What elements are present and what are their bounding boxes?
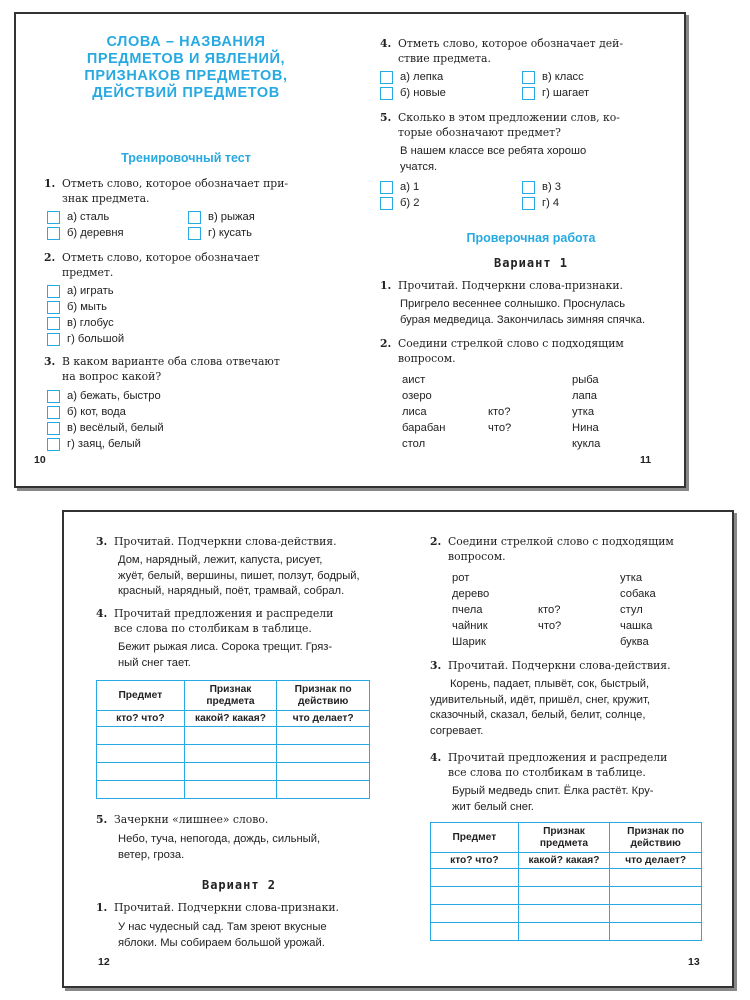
task-4: 4. Прочитай предложения и распредели все слова по столбикам в таблице. — [96, 607, 334, 635]
option[interactable]: в) весёлый, белый — [47, 421, 164, 436]
top-spread — [14, 12, 686, 488]
checkbox[interactable] — [47, 438, 60, 451]
check-work-heading: Проверочная работа — [466, 231, 596, 245]
match-word[interactable]: собака — [620, 588, 656, 600]
checkbox[interactable] — [380, 71, 393, 84]
match-word[interactable]: озеро — [402, 390, 432, 402]
option[interactable]: г) кусать — [188, 226, 252, 241]
table-cell[interactable] — [518, 923, 610, 941]
table-row — [97, 745, 370, 763]
task-1-text: Пригрело весеннее солнышко. Проснулась бурая медведица. Закончилась зимняя спячка. — [400, 298, 646, 326]
question-5-options — [380, 180, 660, 214]
task-3-text: Корень, падает, плывёт, сок, быстрый, удивительный, идёт, пришёл, снег, кружит, сказочный, сказал, белый, белит, солнце, согревает. — [430, 678, 651, 737]
task-4-text: Бурый медведь спит. Ёлка растёт. Кру- жит белый снег. — [452, 785, 654, 813]
checkbox[interactable] — [380, 181, 393, 194]
match-question[interactable]: кто? — [538, 604, 561, 616]
question-2: 2. Отметь слово, которое обозначает предмет. — [44, 251, 260, 279]
option[interactable]: а) сталь — [47, 210, 109, 225]
bottom-spread — [62, 510, 734, 988]
variant-1-heading: Вариант 1 — [493, 256, 569, 270]
question-5: 5. Сколько в этом предложении слов, ко- торые обозначают предмет? — [380, 111, 620, 139]
option[interactable]: а) лепка — [380, 70, 443, 85]
match-word[interactable]: аист — [402, 374, 426, 386]
table-cell[interactable] — [518, 887, 610, 905]
option[interactable]: б) новые — [380, 86, 446, 101]
page-number: 11 — [640, 454, 652, 466]
checkbox[interactable] — [188, 211, 201, 224]
table-cell[interactable] — [518, 905, 610, 923]
words-table — [430, 822, 702, 941]
table-row — [97, 763, 370, 781]
table-header: Предмет — [97, 681, 185, 711]
task-5: 5. Зачеркни «лишнее» слово. — [96, 813, 269, 826]
table-cell[interactable] — [97, 763, 185, 781]
task-5-text: Небо, туча, непогода, дождь, сильный, ветер, гроза. — [118, 833, 321, 861]
match-word[interactable]: лиса — [402, 406, 427, 418]
table-header: Предмет — [431, 823, 519, 853]
table-cell[interactable] — [277, 763, 370, 781]
match-word[interactable]: утка — [620, 572, 643, 584]
match-word[interactable]: рот — [452, 572, 470, 584]
table-header: Признак предмета — [184, 681, 277, 711]
table-cell[interactable] — [277, 727, 370, 745]
match-word[interactable]: буква — [620, 636, 649, 648]
question-4: 4. Отметь слово, которое обозначает дей- ствие предмета. — [380, 37, 623, 65]
table-cell[interactable] — [97, 781, 185, 799]
words-table — [96, 680, 370, 799]
checkbox[interactable] — [522, 181, 535, 194]
match-word[interactable]: чашка — [620, 620, 653, 632]
match-word[interactable]: дерево — [452, 588, 490, 600]
option[interactable]: в) класс — [522, 70, 584, 85]
table-cell[interactable] — [431, 869, 519, 887]
option[interactable]: в) рыжая — [188, 210, 255, 225]
option[interactable]: в) глобус — [47, 316, 114, 331]
option[interactable]: б) деревня — [47, 226, 124, 241]
match-word[interactable]: пчела — [452, 604, 483, 616]
table-cell[interactable] — [431, 887, 519, 905]
table-header: Признак по действию — [277, 681, 370, 711]
table-subheader: какой? какая? — [518, 853, 610, 869]
question-4-options — [380, 70, 660, 104]
checkbox[interactable] — [47, 390, 60, 403]
task-3-text: Дом, нарядный, лежит, капуста, рисует, жуёт, белый, вершины, пишет, ползут, бодрый, красный, нарядный, поёт, трамвай, собрал. — [118, 554, 360, 597]
table-cell[interactable] — [184, 745, 277, 763]
question-3-options — [47, 389, 267, 453]
page-title: СЛОВА – НАЗВАНИЯ ПРЕДМЕТОВ И ЯВЛЕНИЙ, ПРИЗНАКОВ ПРЕДМЕТОВ, ДЕЙСТВИЙ ПРЕДМЕТОВ — [84, 34, 288, 101]
checkbox[interactable] — [522, 71, 535, 84]
option[interactable]: а) 1 — [380, 180, 419, 195]
option[interactable]: г) заяц, белый — [47, 437, 141, 452]
checkbox[interactable] — [47, 406, 60, 419]
table-cell[interactable] — [610, 905, 702, 923]
match-word[interactable]: утка — [572, 406, 595, 418]
checkbox[interactable] — [47, 227, 60, 240]
table-subheader: кто? что? — [97, 711, 185, 727]
match-word[interactable]: рыба — [572, 374, 599, 386]
table-subheader: что делает? — [610, 853, 702, 869]
table-row — [431, 869, 702, 887]
option[interactable]: а) бежать, быстро — [47, 389, 161, 404]
checkbox[interactable] — [47, 285, 60, 298]
match-word[interactable]: лапа — [572, 390, 598, 402]
table-cell[interactable] — [518, 869, 610, 887]
checkbox[interactable] — [522, 197, 535, 210]
option[interactable]: б) кот, вода — [47, 405, 126, 420]
question-1: 1. Отметь слово, которое обозначает при- знак предмета. — [44, 177, 289, 205]
checkbox[interactable] — [47, 333, 60, 346]
task-4-text: Бежит рыжая лиса. Сорока трещит. Гряз- ный снег тает. — [118, 641, 333, 669]
page-number: 12 — [98, 956, 110, 968]
question-5-sentence: В нашем классе все ребята хорошо учатся. — [400, 145, 587, 173]
option[interactable]: в) 3 — [522, 180, 561, 195]
checkbox[interactable] — [47, 211, 60, 224]
checkbox[interactable] — [47, 301, 60, 314]
page-number: 13 — [688, 956, 700, 968]
match-word[interactable]: стул — [620, 604, 643, 616]
question-2-options — [47, 284, 247, 348]
table-cell[interactable] — [184, 727, 277, 745]
table-row — [431, 905, 702, 923]
table-header: Признак по действию — [610, 823, 702, 853]
table-row — [97, 781, 370, 799]
table-cell[interactable] — [431, 923, 519, 941]
option[interactable]: б) 2 — [380, 196, 419, 211]
checkbox[interactable] — [522, 87, 535, 100]
match-question[interactable]: что? — [488, 422, 512, 434]
table-row — [97, 727, 370, 745]
task-4: 4. Прочитай предложения и распредели все слова по столбикам в таблице. — [430, 751, 668, 779]
match-question[interactable]: кто? — [488, 406, 511, 418]
table-cell[interactable] — [277, 781, 370, 799]
task-3: 3. Прочитай. Подчеркни слова-действия. — [96, 535, 337, 548]
match-word[interactable]: Шарик — [452, 636, 486, 648]
checkbox[interactable] — [188, 227, 201, 240]
table-subheader: кто? что? — [431, 853, 519, 869]
task-2: 2. Соедини стрелкой слово с подходящим вопросом. — [380, 337, 624, 365]
match-question[interactable]: что? — [538, 620, 562, 632]
option[interactable]: а) играть — [47, 284, 114, 299]
table-row — [431, 887, 702, 905]
page-number: 10 — [34, 454, 46, 466]
question-3: 3. В каком варианте оба слова отвечают на вопрос какой? — [44, 355, 280, 383]
training-test-heading: Тренировочный тест — [121, 151, 251, 165]
table-row — [431, 923, 702, 941]
table-subheader: что делает? — [277, 711, 370, 727]
option[interactable]: г) большой — [47, 332, 124, 347]
variant-2-heading: Вариант 2 — [201, 878, 277, 892]
table-cell[interactable] — [431, 905, 519, 923]
checkbox[interactable] — [380, 87, 393, 100]
variant-2-task-1: 1. Прочитай. Подчеркни слова-признаки. — [96, 901, 339, 914]
table-cell[interactable] — [610, 923, 702, 941]
variant-2-task-1-text: У нас чудесный сад. Там зреют вкусные яблоки. Мы собираем большой урожай. — [118, 921, 327, 949]
task-1: 1. Прочитай. Подчеркни слова-признаки. — [380, 279, 623, 292]
match-word[interactable]: чайник — [452, 620, 488, 632]
task-3: 3. Прочитай. Подчеркни слова-действия. — [430, 659, 671, 672]
option[interactable]: б) мыть — [47, 300, 107, 315]
checkbox[interactable] — [380, 197, 393, 210]
table-cell[interactable] — [610, 887, 702, 905]
match-word[interactable]: барабан — [402, 422, 446, 434]
option[interactable]: г) шагает — [522, 86, 589, 101]
matching-exercise — [452, 572, 702, 656]
match-word[interactable]: стол — [402, 438, 426, 450]
checkbox[interactable] — [47, 422, 60, 435]
match-word[interactable]: Нина — [572, 422, 599, 434]
table-cell[interactable] — [184, 763, 277, 781]
table-cell[interactable] — [97, 745, 185, 763]
table-cell[interactable] — [610, 869, 702, 887]
option[interactable]: г) 4 — [522, 196, 559, 211]
match-word[interactable]: кукла — [572, 438, 601, 450]
task-2: 2. Соедини стрелкой слово с подходящим вопросом. — [430, 535, 674, 563]
table-cell[interactable] — [97, 727, 185, 745]
matching-exercise — [402, 374, 652, 458]
table-cell[interactable] — [184, 781, 277, 799]
table-subheader: какой? какая? — [184, 711, 277, 727]
question-1-options — [47, 210, 327, 244]
table-header: Признак предмета — [518, 823, 610, 853]
checkbox[interactable] — [47, 317, 60, 330]
table-cell[interactable] — [277, 745, 370, 763]
